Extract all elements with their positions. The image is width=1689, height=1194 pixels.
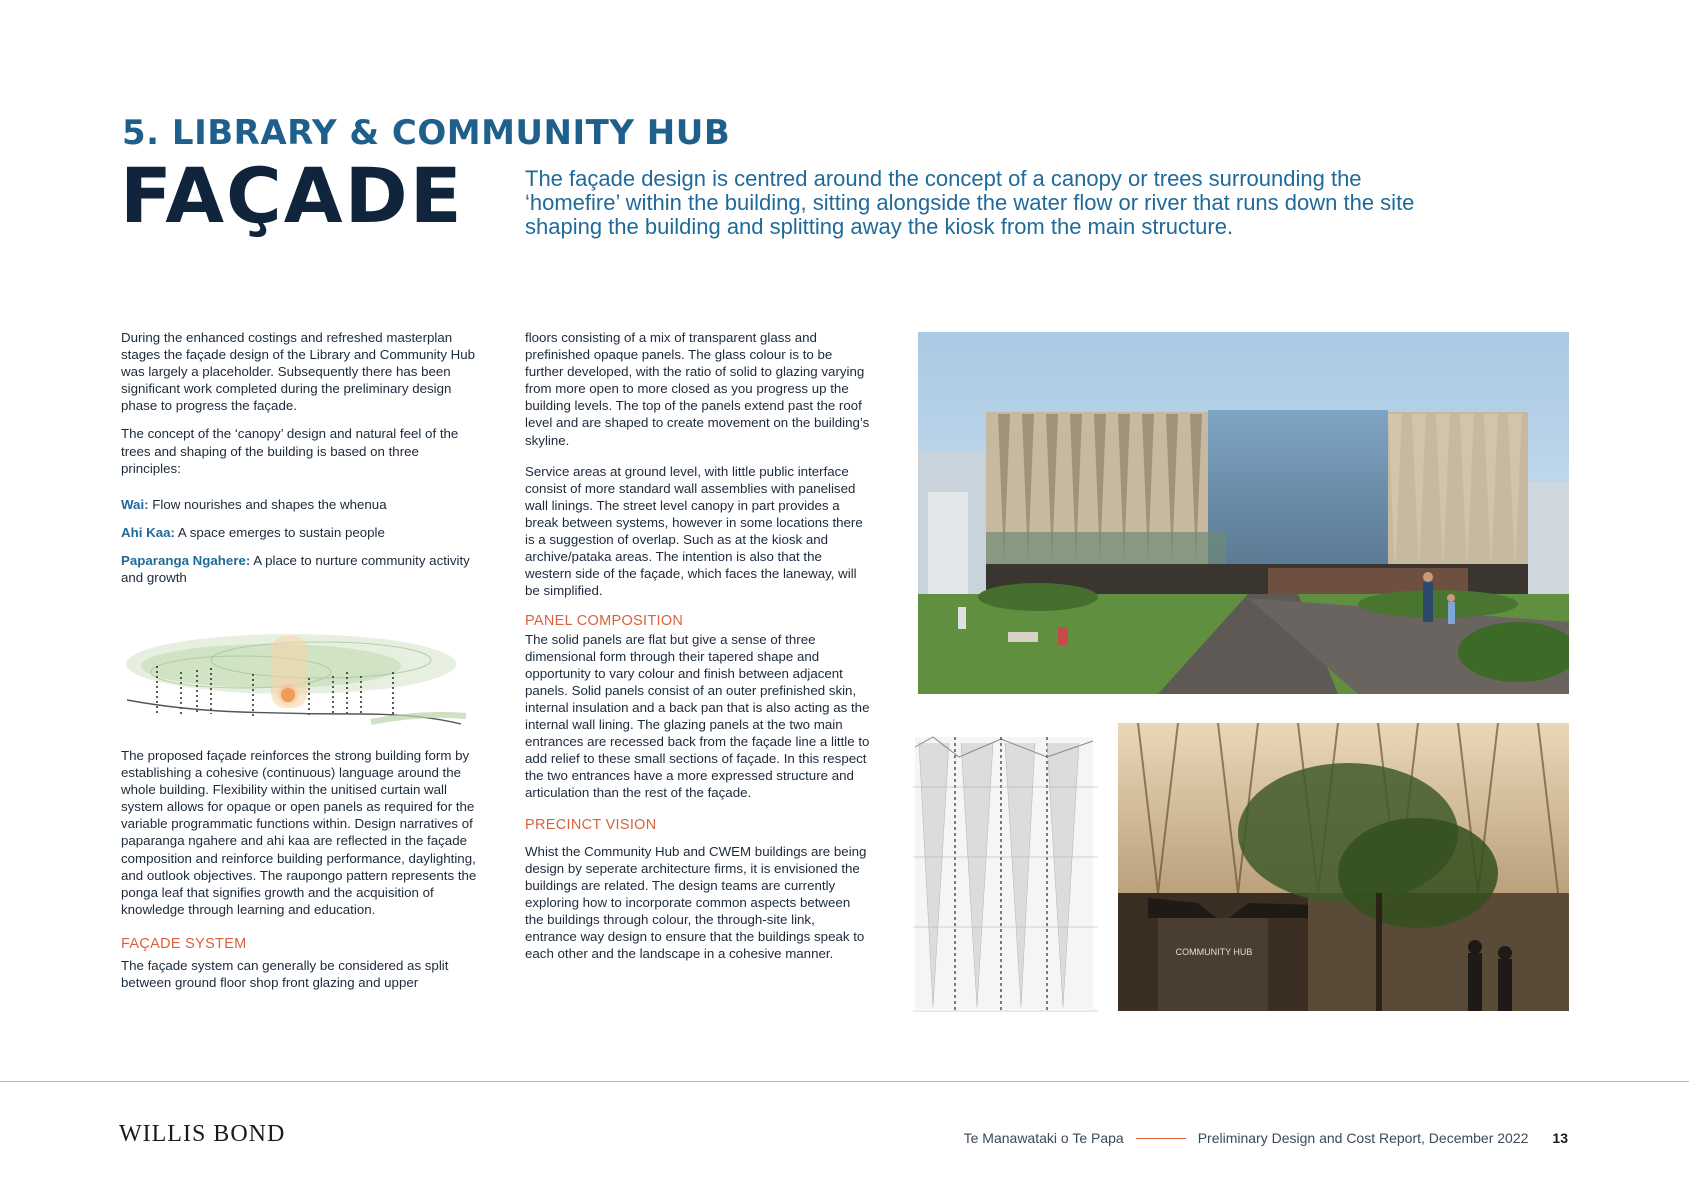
river-flow	[371, 715, 466, 722]
heading-precinct-vision: PRECINCT VISION	[525, 817, 657, 834]
paragraph: The solid panels are flat but give a sense of three dimensional form through their tapered shape and opportunity to vary colour and finish between adjacent panels. Solid panels consist of an outer prefinished skin, internal insulation and a back pan that is also acting as the internal wall lining. The glazing panels at the two main entrances are recessed back from the façade line a little to add relief to these small sections of façade. In this respect the two entrances have a more expressed structure and articulation than the rest of the façade.	[525, 631, 870, 801]
community-hub-entrance-render	[1118, 723, 1569, 1011]
footer-info	[964, 1130, 1568, 1146]
principle-term: Ahi Kaa:	[121, 524, 175, 540]
page-number: 13	[1552, 1130, 1568, 1146]
principle-wai	[121, 496, 481, 513]
paragraph: The façade system can generally be considered as split between ground floor shop front glazing and upper	[121, 958, 449, 991]
paragraph: floors consisting of a mix of transparent glass and prefinished opaque panels. The glass colour is to be further developed, with the ratio of solid to glazing varying from more open to more closed as you progress up the building levels. The top of the panels extend past the roof level and are shaped to create movement on the building’s skyline.	[525, 330, 870, 448]
facade-elevation-drawing	[913, 717, 1098, 1013]
paragraph: During the enhanced costings and refreshed masterplan stages the façade design of the Library and Community Hub was largely a placeholder. Subsequently there has been significant work completed during the preliminary design phase to progress the façade.	[121, 330, 476, 414]
footer-separator	[1136, 1138, 1186, 1139]
concept-diagram	[121, 626, 471, 728]
tree-canopy	[1338, 818, 1498, 928]
column-1	[121, 329, 481, 597]
paragraph: The concept of the ‘canopy’ design and natural feel of the trees and shaping of the building is based on three principles:	[121, 426, 459, 476]
facade-render-main	[918, 332, 1569, 694]
principle-text: A space emerges to sustain people	[174, 524, 385, 540]
page-title: FAÇADE	[120, 151, 464, 240]
homefire-core	[281, 688, 295, 702]
community-hub-sign: COMMUNITY HUB	[1175, 947, 1253, 957]
footer-report: Preliminary Design and Cost Report, December 2022	[1197, 1130, 1529, 1146]
brand-logo: WILLIS BOND	[119, 1121, 286, 1147]
heading-panel-composition: PANEL COMPOSITION	[525, 613, 684, 630]
paragraph: The proposed façade reinforces the strong building form by establishing a cohesive (continuous) language around the whole building. Flexibility within the unitised curtain wall system allows for opaque or open panels as required for the variable programmatic functions within. Design narratives of paparanga ngahere and ahi kaa are reflected in the façade composition and reinforce building performance, daylighting, and outlook objectives. The raupongo pattern represents the ponga leaf that signifies growth and the acquisition of knowledge through learning and education.	[121, 748, 477, 917]
footer-project: Te Manawataki o Te Papa	[963, 1130, 1124, 1146]
paragraph: Service areas at ground level, with little public interface consist of more standard wall assemblies with panelised wall linings. The street level canopy in part provides a break between systems, however in some locations there is a suggestion of overlap. Such as at the kiosk and archive/pataka areas. The intention is also that the western side of the façade, which faces the laneway, will be simplified.	[525, 463, 863, 599]
column-1-bottom	[121, 747, 481, 1002]
section-title: 5. LIBRARY & COMMUNITY HUB	[122, 113, 731, 153]
intro-text: The façade design is centred around the concept of a canopy or trees surrounding the ‘homefire’ within the building, sitting alongside the water flow or river that runs down the site shaping the building and splitting away the kiosk from the main structure.	[525, 166, 1415, 239]
heading-facade-system: FAÇADE SYSTEM	[121, 935, 247, 952]
principle-text: Flow nourishes and shapes the whenua	[148, 496, 387, 512]
footer-divider	[0, 1081, 1689, 1082]
principle-term: Paparanga Ngahere:	[121, 552, 251, 568]
principle-text: A place to nurture community activity and growth	[121, 552, 470, 586]
principle-paparanga-ngahere	[121, 552, 481, 586]
paragraph: Whist the Community Hub and CWEM buildings are being design by seperate architecture firms, it is envisioned the buildings are related. The design teams are currently exploring how to incorporate common aspects between the buildings through colour, the through-site link, entrance way design to ensure that the buildings speak to each other and the landscape in a cohesive manner.	[525, 843, 867, 962]
principle-term: Wai:	[121, 496, 149, 512]
column-2	[525, 329, 870, 973]
principle-ahi-kaa	[121, 524, 481, 541]
